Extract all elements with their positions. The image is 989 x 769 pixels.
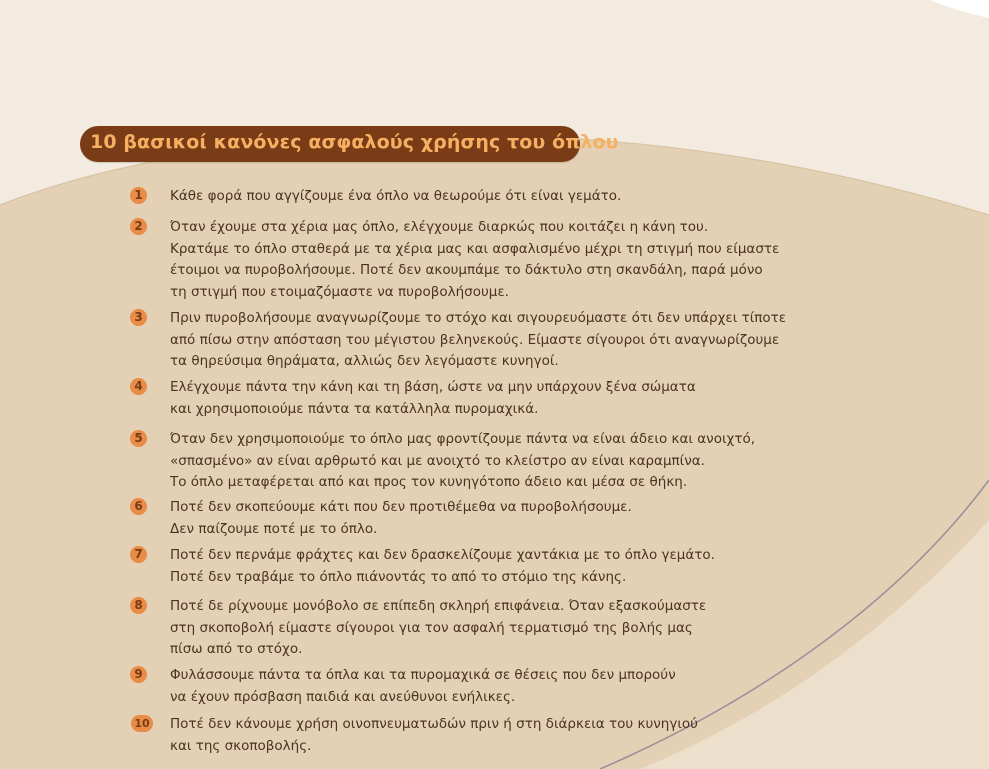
rule-number-badge: 1 [130,187,147,204]
rule-text: Όταν έχουμε στα χέρια μας όπλο, ελέγχουμε διαρκώς που κοιτάζει η κάνη του. Κρατάμε το όπλο σταθερά με τα χέρια μας και ασφαλισμένο μέχρι τη στιγμή που είμαστε έτοιμοι να πυροβολήσουμε. Ποτέ δεν ακουμπάμε το δάκτυλο στη σκανδάλη, παρά μόνο τη στιγμή που ετοιμαζόμαστε να πυροβολήσουμε. [170,219,780,300]
rule-number-badge: 6 [130,498,147,515]
rule-text: Ποτέ δε ρίχνουμε μονόβολο σε επίπεδη σκληρή επιφάνεια. Όταν εξασκούμαστε στη σκοποβολή είμαστε σίγουροι για τον ασφαλή τερματισμό της βολής μας πίσω από το στόχο. [170,598,707,657]
rule-number-badge: 8 [130,597,147,614]
rule-number-badge: 3 [130,309,147,326]
rule-text: Όταν δεν χρησιμοποιούμε το όπλο μας φροντίζουμε πάντα να είναι άδειο και ανοιχτό, «σπασμένο» αν είναι αρθρωτό και με ανοιχτό το κλείστρο αν είναι καραμπίνα. Το όπλο μεταφέρεται από και προς τον κυνηγότοπο άδειο και μέσα σε θήκη. [170,431,756,490]
rule-number-badge: 9 [130,666,147,683]
rule-text: Ελέγχουμε πάντα την κάνη και τη βάση, ώστε να μην υπάρχουν ξένα σώματα και χρησιμοποιούμε πάντα τα κατάλληλα πυρομαχικά. [170,379,696,417]
section-title-banner [80,126,619,162]
rule-text: Ποτέ δεν κάνουμε χρήση οινοπνευματωδών πριν ή στη διάρκεια του κυνηγιού και της σκοποβολής. [170,716,698,754]
rule-text: Ποτέ δεν σκοπεύουμε κάτι που δεν προτιθέμεθα να πυροβολήσουμε. Δεν παίζουμε ποτέ με το όπλο. [170,499,632,537]
rule-text: Κάθε φορά που αγγίζουμε ένα όπλο να θεωρούμε ότι είναι γεμάτο. [170,188,622,204]
rule-number-badge: 10 [131,715,153,732]
rule-number-badge: 2 [130,218,147,235]
rule-text: Ποτέ δεν περνάμε φράχτες και δεν δρασκελίζουμε χαντάκια με το όπλο γεμάτο. Ποτέ δεν τραβάμε το όπλο πιάνοντάς το από το στόμιο της κάνης. [170,547,715,585]
rule-number-badge: 4 [130,378,147,395]
rule-number-badge: 5 [130,430,147,447]
section-title: 10 βασικοί κανόνες ασφαλούς χρήσης του όπλου [90,131,619,153]
rule-number-badge: 7 [130,546,147,563]
rule-text: Φυλάσσουμε πάντα τα όπλα και τα πυρομαχικά σε θέσεις που δεν μπορούν να έχουν πρόσβαση παιδιά και ανεύθυνοι ενήλικες. [170,667,676,705]
rule-text: Πριν πυροβολήσουμε αναγνωρίζουμε το στόχο και σιγουρευόμαστε ότι δεν υπάρχει τίποτε από πίσω στην απόσταση του μέγιστου βεληνεκούς. Είμαστε σίγουροι ότι αναγνωρίζουμε τα θηρεύσιμα θηράματα, αλλιώς δεν λεγόμαστε κυνηγοί. [170,310,787,369]
